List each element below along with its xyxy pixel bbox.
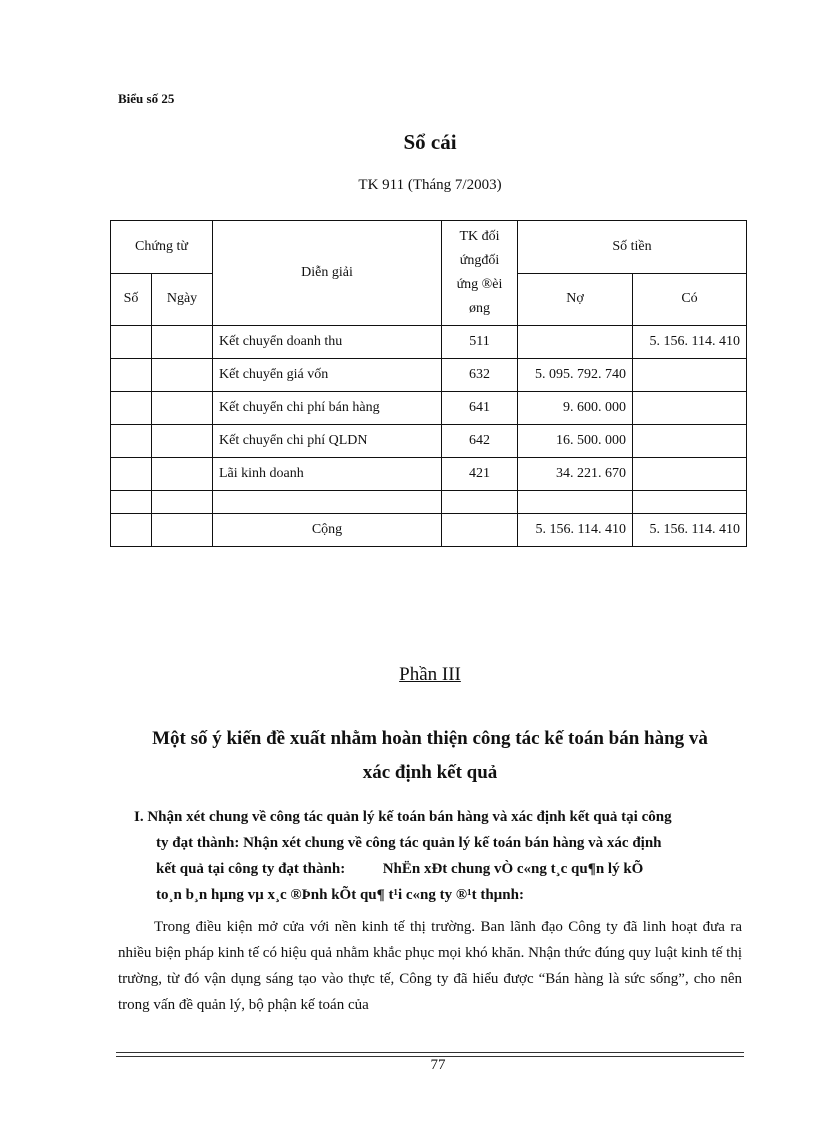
row-description bbox=[213, 491, 442, 514]
account-header: TK đối ứngđối ứng ®èi øng bbox=[442, 221, 518, 326]
heading-line: I. Nhận xét chung về công tác quản lý kế toán bán hàng và xác định kết quả tại công bbox=[134, 809, 672, 825]
table-row bbox=[111, 326, 747, 359]
row-debit: 5. 095. 792. 740 bbox=[518, 359, 633, 392]
part-title: Phần III bbox=[399, 664, 461, 685]
ledger-title: Sổ cái bbox=[403, 130, 457, 154]
debit-header: Nợ bbox=[518, 273, 633, 326]
body-paragraph: Trong điều kiện mở cửa với nền kinh tế thị trường. Ban lãnh đạo Công ty đã linh hoạt đưa ra nhiều biện pháp kinh tế có hiệu quả nhằm khắc phục mọi khó khăn. Nhận thức đúng quy luật kinh tế thị trường, từ đó vận dụng sáng tạo vào thực tế, Công ty đã hiểu được “Bán hàng là sức sống”, cho nên trong vấn đề quản lý, bộ phận kế toán của bbox=[118, 919, 742, 1013]
total-credit: 5. 156. 114. 410 bbox=[633, 514, 747, 547]
section-title-line2: xác định kết quả bbox=[362, 762, 498, 783]
table-row-empty bbox=[111, 491, 747, 514]
section-title bbox=[110, 722, 750, 790]
section-title-line1: Một số ý kiến đề xuất nhằm hoàn thiện công tác kế toán bán hàng và bbox=[152, 728, 708, 749]
table-row bbox=[111, 458, 747, 491]
row-debit: 16. 500. 000 bbox=[518, 425, 633, 458]
row-description: Kết chuyển giá vốn bbox=[213, 359, 442, 392]
voucher-header: Chứng từ bbox=[111, 221, 213, 274]
header-row-1 bbox=[111, 221, 747, 274]
heading-1 bbox=[118, 804, 748, 908]
row-credit bbox=[633, 458, 747, 491]
row-credit: 5. 156. 114. 410 bbox=[633, 326, 747, 359]
row-account: 641 bbox=[442, 392, 518, 425]
row-description: Kết chuyển chi phí QLDN bbox=[213, 425, 442, 458]
row-credit bbox=[633, 491, 747, 514]
row-description: Lãi kinh doanh bbox=[213, 458, 442, 491]
total-row bbox=[111, 514, 747, 547]
heading-line: kết quả tại công ty đạt thành: NhËn xÐt chung vÒ c«ng t¸c qu¶n lý kÕ bbox=[156, 861, 644, 877]
ledger-table bbox=[110, 220, 747, 547]
ledger-subtitle: TK 911 (Tháng 7/2003) bbox=[358, 177, 502, 193]
row-account bbox=[442, 491, 518, 514]
date-header: Ngày bbox=[152, 273, 213, 326]
row-account: 511 bbox=[442, 326, 518, 359]
row-debit: 9. 600. 000 bbox=[518, 392, 633, 425]
row-description: Kết chuyển chi phí bán hàng bbox=[213, 392, 442, 425]
number-header: Số bbox=[111, 273, 152, 326]
row-debit bbox=[518, 491, 633, 514]
row-description: Kết chuyển doanh thu bbox=[213, 326, 442, 359]
row-account: 421 bbox=[442, 458, 518, 491]
table-row bbox=[111, 425, 747, 458]
heading-line: ty đạt thành: Nhận xét chung về công tác quản lý kế toán bán hàng và xác định bbox=[156, 835, 662, 851]
row-debit: 34. 221. 670 bbox=[518, 458, 633, 491]
row-credit bbox=[633, 359, 747, 392]
amount-header: Số tiền bbox=[518, 221, 747, 274]
row-account: 632 bbox=[442, 359, 518, 392]
total-debit: 5. 156. 114. 410 bbox=[518, 514, 633, 547]
row-credit bbox=[633, 392, 747, 425]
row-debit bbox=[518, 326, 633, 359]
table-row bbox=[111, 359, 747, 392]
page-number: 77 bbox=[430, 1057, 446, 1073]
total-label: Cộng bbox=[213, 514, 442, 547]
description-header: Diễn giải bbox=[213, 221, 442, 326]
footer-rule bbox=[116, 1052, 744, 1053]
credit-header: Có bbox=[633, 273, 747, 326]
row-credit bbox=[633, 425, 747, 458]
row-account: 642 bbox=[442, 425, 518, 458]
form-number: Biểu số 25 bbox=[118, 91, 175, 106]
table-row bbox=[111, 392, 747, 425]
heading-line: to¸n b¸n hµng vµ x¸c ®Þnh kÕt qu¶ t¹i c«ng ty ®¹t thµnh: bbox=[156, 887, 524, 903]
